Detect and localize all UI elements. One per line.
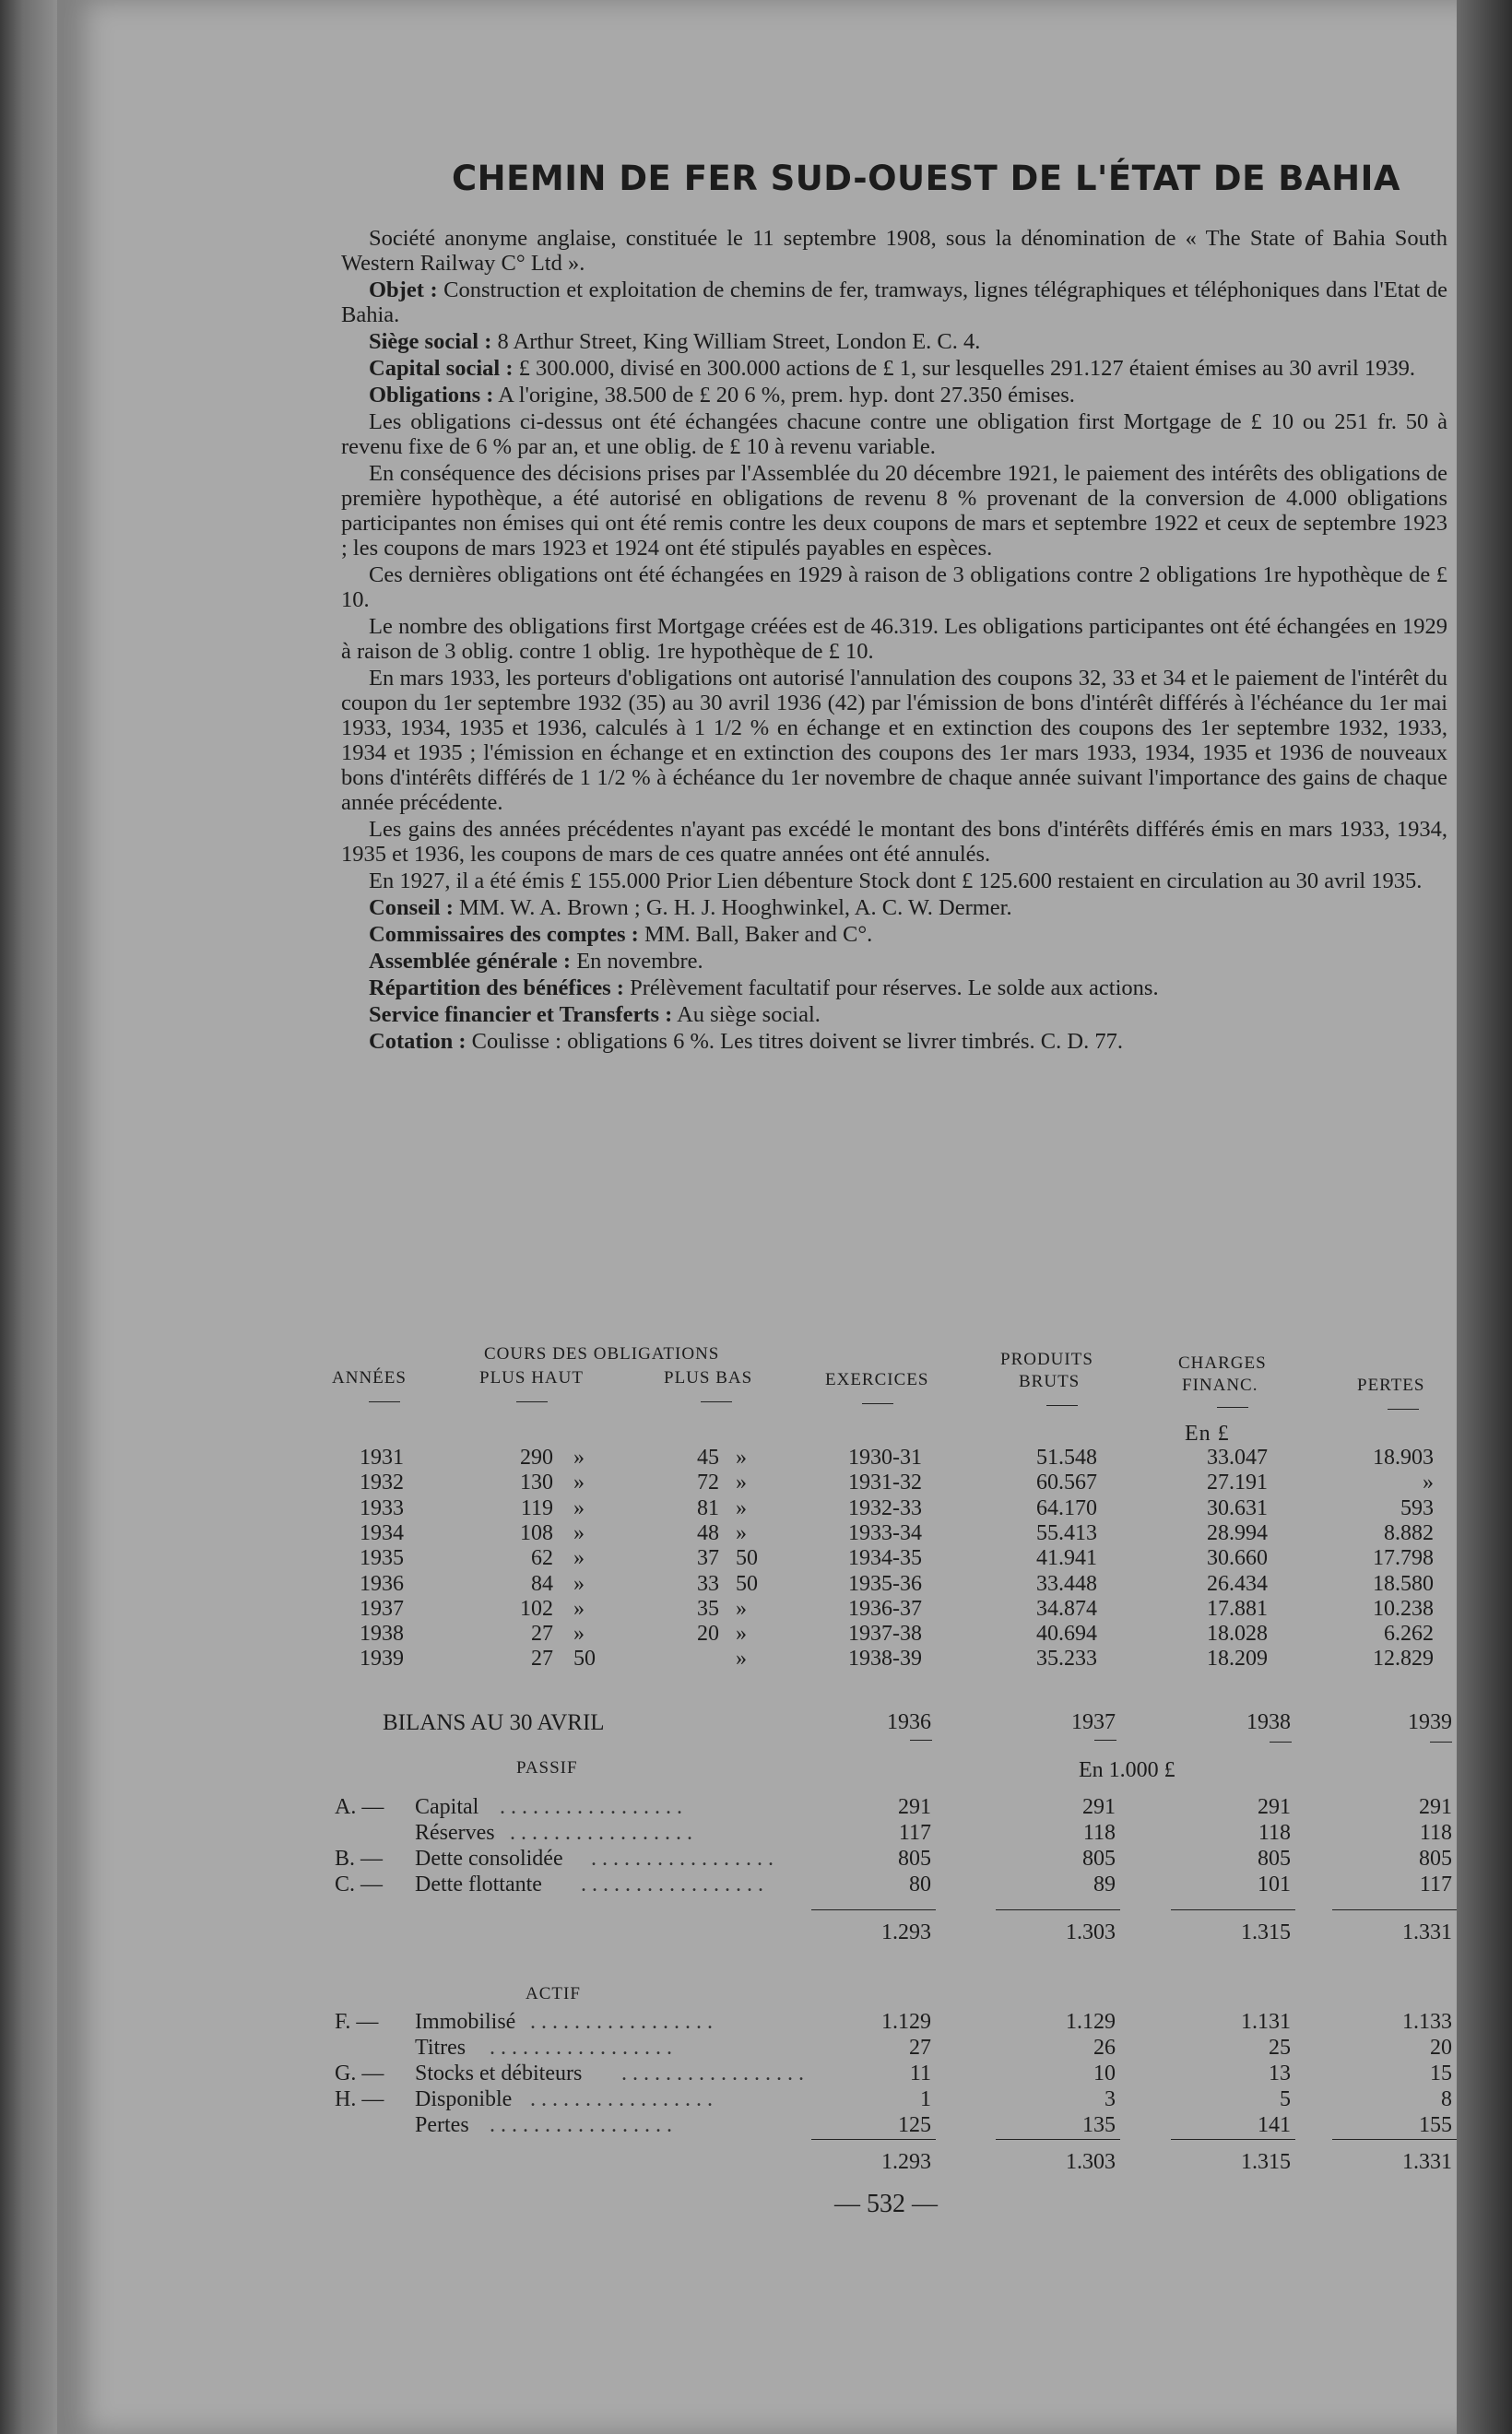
exercice-cell: 1938-39 [848,1647,922,1672]
balance-title: BILANS AU 30 AVRIL [383,1710,605,1735]
plus-bas-cell: 37 [697,1546,719,1571]
balance-value: 805 [1082,1847,1116,1871]
year-cell: 1931 [360,1446,404,1470]
produits-cell: 55.413 [1036,1520,1097,1545]
header-plus-haut: PLUS HAUT [479,1368,584,1388]
assemblee-paragraph [341,949,1447,974]
balance-value: 11 [909,2062,931,2085]
header-financ: FINANC. [1182,1376,1258,1395]
pertes-cell: 593 [1400,1495,1434,1520]
plus-haut-frac-cell: » [573,1622,585,1647]
balance-value: 13 [1269,2062,1291,2085]
item-letter: F. — [335,2010,379,2034]
total-value: 1.303 [1066,2150,1116,2174]
balance-value: 1.133 [1402,2010,1452,2034]
charges-cell: 27.191 [1207,1471,1268,1495]
plus-bas-cell: 72 [697,1471,719,1495]
table-row [327,1795,1452,1820]
passif-header [327,1758,1452,1783]
exercice-cell: 1934-35 [848,1546,922,1571]
page-edge [1457,0,1512,2434]
leader-dots: . . . . . . . . . . . . . . . . . [490,2036,672,2060]
item-label: Titres [415,2036,467,2060]
leader-dots: . . . . . . . . . . . . . . . . . [530,2087,713,2111]
header-rule [1388,1409,1419,1410]
year-1937: 1937 [1071,1710,1116,1734]
produits-cell: 51.548 [1036,1446,1097,1470]
plus-bas-frac-cell: » [736,1471,747,1495]
balance-value: 125 [898,2113,931,2137]
leader-dots: . . . . . . . . . . . . . . . . . [591,1847,774,1871]
table-row [327,2087,1452,2112]
produits-cell: 40.694 [1036,1622,1097,1647]
objet-text: Construction et exploitation de chemins de fer, tramways, lignes télégraphiques et téléphoniques dans l'Etat de Bahia. [341,278,1447,327]
header-annees: ANNÉES [332,1368,407,1388]
item-label: Dette consolidée [415,1847,563,1871]
total-rule [996,2139,1120,2140]
total-rule [811,1909,936,1910]
mars-1933-paragraph: En mars 1933, les porteurs d'obligations ont autorisé l'annulation des coupons 32, 33 et 34 et le paiement de l'intérêt du coupon du 1er septembre 1932 (35) au 30 avril 1936 (42) par l'émission de bons d'intérêt différés à l'échéance du 1er mai 1933, 1934, 1935 et 1936, calculés à 1 1/2 % en échange et en extinction des coupons des 1er septembre 1932, 1933, 1934 et 1935 ; l'émission en échange et en extinction des coupons des 1er mars 1933, 1934, 1935 et 1936 de nouveaux bons d'intérêts différés de 1 1/2 % à échéance du 1er novembre de chaque année suivant l'importance des gains de chaque année précédente. [341,666,1447,815]
plus-haut-frac-cell: » [573,1546,585,1571]
balance-value: 1 [920,2087,931,2111]
balance-value: 89 [1093,1873,1116,1896]
table-row [327,1873,1452,1897]
charges-cell: 17.881 [1207,1596,1268,1621]
balance-value: 155 [1419,2113,1452,2137]
total-value: 1.315 [1241,1920,1291,1944]
exercice-cell: 1937-38 [848,1622,922,1647]
unit-label: En £ [1185,1422,1230,1446]
balance-value: 3 [1104,2087,1116,2111]
page-number: — 532 — [834,2190,938,2218]
table-row [332,1622,1447,1647]
plus-haut-cell: 62 [531,1546,553,1571]
total-value: 1.315 [1241,2150,1291,2174]
plus-haut-frac-cell: » [573,1446,585,1470]
pertes-cell: 17.798 [1373,1546,1434,1571]
plus-haut-cell: 119 [520,1495,553,1520]
year-cell: 1937 [360,1596,404,1621]
unit-label: En 1.000 £ [1079,1758,1175,1782]
siege-text: 8 Arthur Street, King William Street, London E. C. 4. [491,329,981,354]
total-value: 1.331 [1402,2150,1452,2174]
service-text: Au siège social. [672,1002,821,1027]
plus-haut-cell: 27 [531,1647,553,1672]
header-rule [516,1401,548,1402]
balance-value: 291 [898,1795,931,1819]
plus-bas-cell: 33 [697,1571,719,1596]
plus-haut-cell: 290 [520,1446,553,1470]
actif-header [327,1984,1452,2009]
exercice-cell: 1930-31 [848,1446,922,1470]
produits-cell: 34.874 [1036,1596,1097,1621]
service-label: Service financier et Transferts : [369,1002,673,1027]
plus-haut-frac-cell: » [573,1471,585,1495]
item-label: Réserves [415,1821,495,1845]
plus-bas-frac-cell: 50 [736,1546,758,1571]
header-cours: COURS DES OBLIGATIONS [484,1344,720,1364]
total-rule [1171,2139,1295,2140]
table-row [332,1597,1447,1622]
gains-paragraph: Les gains des années précédentes n'ayant pas excédé le montant des bons d'intérêts différés émis en mars 1933, 1934, 1935 et 1936, les coupons de mars de ces quatre années ont été annulés. [341,817,1447,867]
item-letter: A. — [335,1795,384,1819]
year-rule [910,1740,932,1741]
year-rule [1430,1742,1452,1743]
balance-value: 101 [1258,1873,1291,1896]
balance-value: 291 [1258,1795,1291,1819]
debenture-paragraph: En 1927, il a été émis £ 155.000 Prior Lien débenture Stock dont £ 125.600 restaient en circulation au 30 avril 1935. [369,868,1423,893]
exercice-cell: 1931-32 [848,1471,922,1495]
siege-paragraph [341,329,1447,354]
year-1938: 1938 [1246,1710,1291,1734]
pertes-cell: 12.829 [1373,1647,1434,1672]
balance-value: 20 [1430,2036,1452,2060]
balance-header [327,1710,1452,1735]
plus-haut-frac-cell: 50 [573,1647,596,1672]
balance-value: 25 [1269,2036,1291,2060]
intro-paragraph: Société anonyme anglaise, constituée le 11 septembre 1908, sous la dénomination de « The State of Bahia South Western Railway C° Ltd ». [341,226,1447,276]
header-rule [1046,1405,1078,1406]
dernieres-paragraph: Ces dernières obligations ont été échangées en 1929 à raison de 3 obligations contre 2 obligations 1re hypothèque de £ 10. [341,562,1447,612]
table-row [332,1572,1447,1597]
charges-cell: 18.028 [1207,1622,1268,1647]
conseil-label: Conseil : [369,895,454,920]
plus-haut-frac-cell: » [573,1571,585,1596]
table-row [332,1496,1447,1521]
exercice-cell: 1933-34 [848,1520,922,1545]
balance-value: 291 [1419,1795,1452,1819]
assemblee-text: En novembre. [571,949,703,974]
balance-value: 135 [1082,2113,1116,2137]
capital-label: Capital social : [369,356,514,381]
capital-paragraph [341,356,1447,381]
leader-dots: . . . . . . . . . . . . . . . . . [621,2062,804,2085]
balance-value: 26 [1093,2036,1116,2060]
item-letter: G. — [335,2062,384,2085]
plus-haut-frac-cell: » [573,1596,585,1621]
table-row [332,1521,1447,1546]
total-rule [996,1909,1120,1910]
header-rule [862,1403,893,1404]
leader-dots: . . . . . . . . . . . . . . . . . [490,2113,672,2137]
leader-dots: . . . . . . . . . . . . . . . . . [581,1873,763,1896]
plus-haut-cell: 102 [520,1596,553,1621]
total-value: 1.303 [1066,1920,1116,1944]
item-letter: H. — [335,2087,384,2111]
balance-value: 117 [1419,1873,1452,1896]
conseil-text: MM. W. A. Brown ; G. H. J. Hooghwinkel, A. C. W. Dermer. [453,895,1012,920]
objet-paragraph [341,278,1447,327]
balance-value: 805 [1419,1847,1452,1871]
plus-bas-frac-cell: » [736,1647,747,1672]
table-row [332,1647,1447,1672]
produits-cell: 33.448 [1036,1571,1097,1596]
charges-cell: 30.631 [1207,1495,1268,1520]
charges-cell: 30.660 [1207,1546,1268,1571]
item-letter: B. — [335,1847,384,1871]
total-row [327,1920,1452,1945]
cotation-label: Cotation : [369,1029,467,1054]
plus-bas-frac-cell: 50 [736,1571,758,1596]
balance-value: 805 [898,1847,931,1871]
header-rule [369,1401,400,1402]
plus-bas-cell: 35 [697,1596,719,1621]
item-label: Disponible [415,2087,513,2111]
total-row [327,2150,1452,2175]
balance-value: 291 [1082,1795,1116,1819]
balance-value: 8 [1441,2087,1452,2111]
header-exercices: EXERCICES [825,1370,929,1389]
obligations-exchange-paragraph: Les obligations ci-dessus ont été échangées chacune contre une obligation first Mortgage de £ 10 ou 251 fr. 50 à revenu fixe de 6 % par an, et une oblig. de £ 10 à revenu variable. [341,409,1447,459]
year-1939: 1939 [1408,1710,1452,1734]
header-charges: CHARGES [1178,1353,1267,1373]
produits-cell: 35.233 [1036,1647,1097,1672]
charges-cell: 33.047 [1207,1446,1268,1470]
table-row [327,2036,1452,2061]
balance-value: 27 [909,2036,931,2060]
header-bruts: BRUTS [1019,1372,1081,1391]
table-row [332,1471,1447,1495]
pertes-cell: » [1423,1471,1434,1495]
year-rule [1270,1742,1292,1743]
balance-value: 118 [1419,1821,1452,1845]
balance-value: 118 [1258,1821,1291,1845]
repartition-text: Prélèvement facultatif pour réserves. Le solde aux actions. [623,975,1159,1000]
year-cell: 1935 [360,1546,404,1571]
plus-bas-frac-cell: » [736,1596,747,1621]
pertes-cell: 6.262 [1384,1622,1434,1647]
year-cell: 1934 [360,1520,404,1545]
plus-haut-cell: 130 [520,1471,553,1495]
year-1936: 1936 [887,1710,931,1734]
balance-value: 118 [1082,1821,1116,1845]
header-pertes: PERTES [1357,1376,1425,1395]
header-rule [701,1401,732,1402]
plus-bas-frac-cell: » [736,1520,747,1545]
balance-value: 1.129 [1066,2010,1116,2034]
charges-cell: 28.994 [1207,1520,1268,1545]
produits-cell: 64.170 [1036,1495,1097,1520]
year-cell: 1932 [360,1471,404,1495]
cotation-paragraph [341,1029,1447,1054]
table-row [332,1446,1447,1471]
commissaires-text: MM. Ball, Baker and C°. [638,922,873,947]
year-cell: 1938 [360,1622,404,1647]
balance-value: 117 [898,1821,931,1845]
leader-dots: . . . . . . . . . . . . . . . . . [500,1795,682,1819]
table-row [327,2062,1452,2086]
balance-value: 141 [1258,2113,1291,2137]
repartition-label: Répartition des bénéfices : [369,975,624,1000]
charges-cell: 26.434 [1207,1571,1268,1596]
year-rule [1094,1740,1116,1741]
item-label: Pertes [415,2113,469,2137]
obligations-paragraph [341,383,1447,408]
header-plus-bas: PLUS BAS [664,1368,753,1388]
consequence-paragraph: En conséquence des décisions prises par l'Assemblée du 20 décembre 1921, le paiement des intérêts des obligations de première hypothèque, a été autorisé en obligations de revenu 8 % provenant de la conversion de 4.000 obligations participantes non émises qui ont été remis contre les deux coupons de mars et septembre 1922 et ceux de septembre 1923 ; les coupons de mars 1923 et 1924 ont été stipulés payables en espèces. [341,461,1447,561]
balance-value: 5 [1280,2087,1291,2111]
balance-value: 10 [1093,2062,1116,2085]
total-rule [1171,1909,1295,1910]
nombre-paragraph: Le nombre des obligations first Mortgage créées est de 46.319. Les obligations participantes ont été échangées en 1929 à raison de 3 oblig. contre 1 oblig. 1re hypothèque de £ 10. [341,614,1447,664]
plus-haut-cell: 27 [531,1622,553,1647]
repartition-paragraph [341,975,1447,1000]
plus-bas-cell: 20 [697,1622,719,1647]
total-rule [811,2139,936,2140]
item-label: Immobilisé [415,2010,516,2034]
plus-bas-frac-cell: » [736,1495,747,1520]
year-cell: 1933 [360,1495,404,1520]
header-rule [1217,1407,1248,1408]
siege-label: Siège social : [369,329,492,354]
total-value: 1.293 [881,1920,931,1944]
exercice-cell: 1936-37 [848,1596,922,1621]
commissaires-paragraph [341,922,1447,947]
table-row [327,1821,1452,1846]
actif-label: ACTIF [526,1984,581,2003]
service-paragraph [341,1002,1447,1027]
objet-label: Objet : [369,278,438,302]
item-label: Dette flottante [415,1873,542,1896]
table-row [327,2113,1452,2138]
plus-bas-frac-cell: » [736,1622,747,1647]
pertes-cell: 18.580 [1373,1571,1434,1596]
plus-haut-cell: 84 [531,1571,553,1596]
produits-cell: 41.941 [1036,1546,1097,1571]
total-rule [1332,1909,1457,1910]
obligations-text: A l'origine, 38.500 de £ 20 6 %, prem. hyp. dont 27.350 émises. [493,383,1075,408]
table-row [327,1847,1452,1872]
exercice-cell: 1932-33 [848,1495,922,1520]
book-binding [0,0,57,2434]
capital-text: £ 300.000, divisé en 300.000 actions de £ 1, sur lesquelles 291.127 étaient émises au 30 avril 1939. [513,356,1415,381]
plus-bas-frac-cell: » [736,1446,747,1470]
total-value: 1.293 [881,2150,931,2174]
cotation-text: Coulisse : obligations 6 %. Les titres doivent se livrer timbrés. C. D. 77. [466,1029,1123,1054]
balance-value: 15 [1430,2062,1452,2085]
balance-value: 805 [1258,1847,1291,1871]
year-cell: 1939 [360,1647,404,1672]
plus-bas-cell: 81 [697,1495,719,1520]
plus-bas-cell: 48 [697,1520,719,1545]
leader-dots: . . . . . . . . . . . . . . . . . [530,2010,713,2034]
plus-bas-cell: 45 [697,1446,719,1470]
plus-haut-frac-cell: » [573,1520,585,1545]
item-label: Stocks et débiteurs [415,2062,583,2085]
pertes-cell: 18.903 [1373,1446,1434,1470]
conseil-paragraph [341,895,1447,920]
exercice-cell: 1935-36 [848,1571,922,1596]
item-label: Capital [415,1795,479,1819]
leader-dots: . . . . . . . . . . . . . . . . . [510,1821,692,1845]
total-rule [1332,2139,1457,2140]
table-row [327,2010,1452,2035]
commissaires-label: Commissaires des comptes : [369,922,639,947]
passif-label: PASSIF [516,1758,578,1778]
plus-haut-cell: 108 [520,1520,553,1545]
table-row [332,1546,1447,1571]
total-value: 1.331 [1402,1920,1452,1944]
year-cell: 1936 [360,1571,404,1596]
obligations-label: Obligations : [369,383,494,408]
item-letter: C. — [335,1873,384,1896]
pertes-cell: 10.238 [1373,1596,1434,1621]
charges-cell: 18.209 [1207,1647,1268,1672]
assemblee-label: Assemblée générale : [369,949,572,974]
balance-value: 1.131 [1241,2010,1291,2034]
pertes-cell: 8.882 [1384,1520,1434,1545]
company-description [341,226,1447,1056]
plus-haut-frac-cell: » [573,1495,585,1520]
balance-value: 80 [909,1873,931,1896]
page-title: CHEMIN DE FER SUD-OUEST DE L'ÉTAT DE BAHIA [452,159,1400,198]
produits-cell: 60.567 [1036,1471,1097,1495]
header-produits: PRODUITS [1000,1350,1093,1369]
balance-value: 1.129 [881,2010,931,2034]
